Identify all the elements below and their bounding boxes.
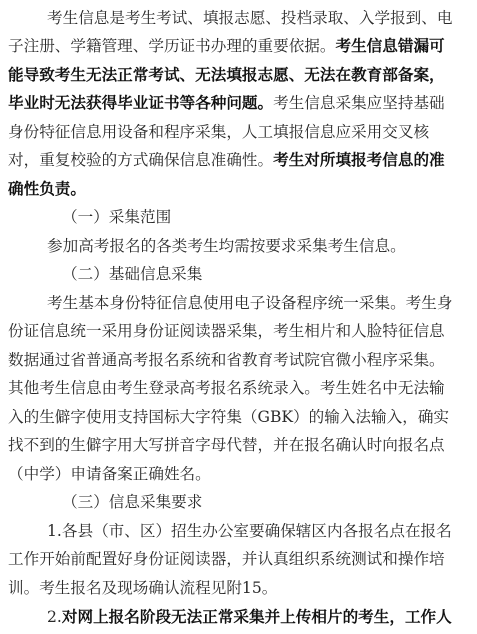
text-line xyxy=(0,403,477,431)
text-line xyxy=(0,346,477,374)
section-heading xyxy=(0,488,477,516)
text-line xyxy=(0,374,477,402)
text-segment: 份证信息统一采用身份证阅读器采集，考生相片和人脸特征信息 xyxy=(8,322,445,340)
text-line xyxy=(0,89,477,117)
text-line xyxy=(0,118,477,146)
bold-text-segment: 能导致考生无法正常考试、无法填报志愿、无法在教育部备案， xyxy=(8,65,445,84)
text-segment: 找不到的生僻字用大写拼音字母代替，并在报名确认时向报名点 xyxy=(8,436,445,454)
text-segment: 2. xyxy=(47,608,62,626)
text-line xyxy=(0,289,477,317)
text-line xyxy=(0,431,477,459)
text-segment: 工作开始前配置好身份证阅读器，并认真组织系统测试和操作培 xyxy=(8,550,445,568)
text-segment: 身份特征信息用设备和程序采集，人工填报信息应采用交叉核 xyxy=(8,123,430,141)
text-line xyxy=(0,146,477,174)
text-segment: 对，重复校验的方式确保信息准确性。 xyxy=(8,151,274,169)
text-segment: 考生基本身份特征信息使用电子设备程序统一采集。考生身 xyxy=(47,294,453,312)
section-heading xyxy=(0,203,477,231)
text-segment: 考生信息采集应坚持基础 xyxy=(273,94,445,112)
text-segment: （一）采集范围 xyxy=(62,208,172,226)
text-line xyxy=(0,175,477,203)
bold-text-segment: 考生对所填报考信息的准 xyxy=(273,150,445,169)
bold-text-segment: 确性负责。 xyxy=(8,179,86,198)
text-segment: 其他考生信息由考生登录高考报名系统录入。考生姓名中无法输 xyxy=(8,379,445,397)
text-line xyxy=(0,232,477,260)
text-line xyxy=(0,574,477,602)
text-line xyxy=(0,460,477,488)
text-line xyxy=(0,603,477,631)
text-line xyxy=(0,517,477,545)
text-segment: 训。考生报名及现场确认流程见附15。 xyxy=(8,579,278,597)
bold-text-segment: 毕业时无法获得毕业证书等各种问题。 xyxy=(8,93,274,112)
text-line xyxy=(0,32,477,60)
section-heading xyxy=(0,260,477,288)
text-segment: （三）信息采集要求 xyxy=(62,493,203,511)
text-segment: 考生信息是考生考试、填报志愿、投档录取、入学报到、电 xyxy=(47,9,453,27)
text-segment: （中学）申请备案正确姓名。 xyxy=(8,465,211,483)
bold-text-segment: 对网上报名阶段无法正常采集并上传相片的考生，工作人 xyxy=(61,607,452,626)
text-segment: 子注册、学籍管理、学历证书办理的重要依据。 xyxy=(8,37,336,55)
text-line xyxy=(0,4,477,32)
text-segment: 数据通过省普通高考报名系统和省教育考试院官微小程序采集。 xyxy=(8,351,445,369)
text-segment: （二）基础信息采集 xyxy=(62,265,203,283)
text-segment: 入的生僻字使用支持国标大字符集（GBK）的输入法输入，确实 xyxy=(8,408,450,426)
text-line xyxy=(0,61,477,89)
text-line xyxy=(0,545,477,573)
text-line xyxy=(0,317,477,345)
text-segment: 1.各县（市、区）招生办公室要确保辖区内各报名点在报名 xyxy=(47,522,452,540)
text-segment: 参加高考报名的各类考生均需按要求采集考生信息。 xyxy=(47,237,406,255)
bold-text-segment: 考生信息错漏可 xyxy=(335,36,445,55)
